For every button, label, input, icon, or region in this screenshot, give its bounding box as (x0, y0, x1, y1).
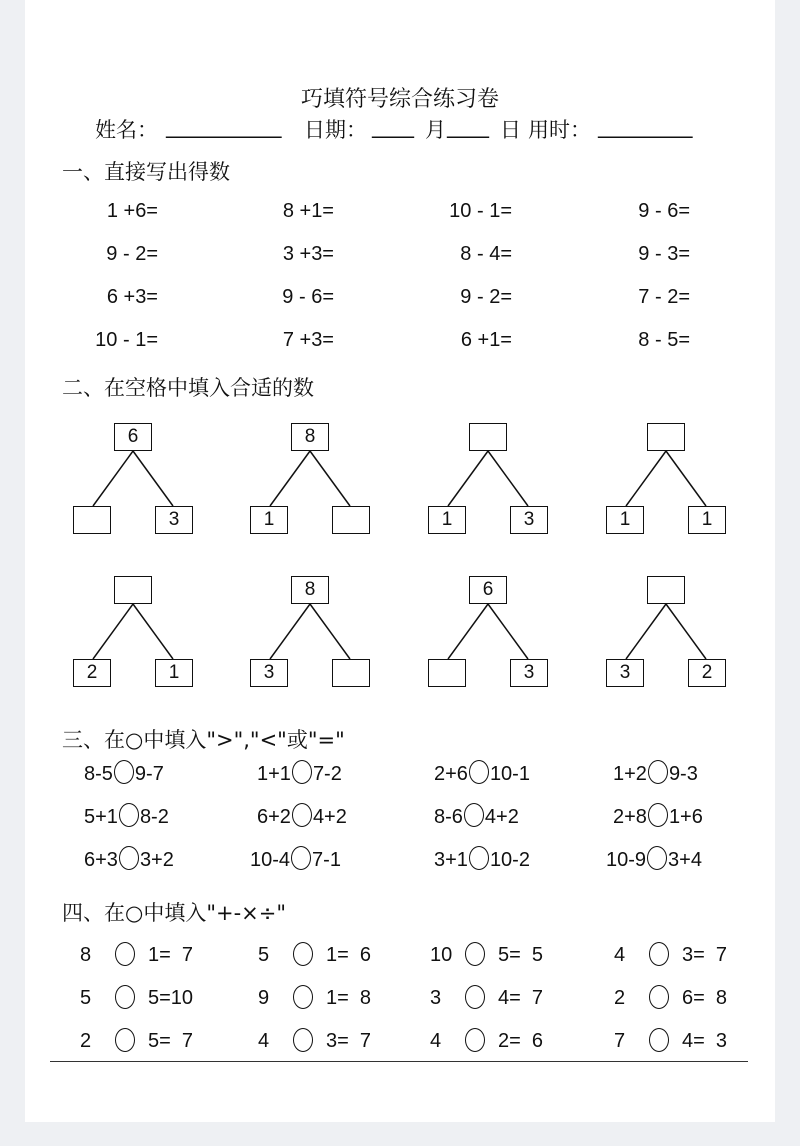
number-bond-tree (428, 423, 548, 535)
left-expression: 6+2 (257, 806, 291, 828)
operator-circle-icon[interactable] (649, 985, 669, 1009)
bond-left-box: 3 (606, 659, 644, 687)
right-expression: 10-2 (489, 849, 530, 871)
equation-rest: 1= 8 (326, 987, 372, 1009)
day-field[interactable]: ____ (447, 114, 489, 138)
answer-circle-icon[interactable] (119, 803, 139, 827)
right-expression: 8-2 (139, 806, 169, 828)
bond-total-box[interactable] (469, 423, 507, 451)
bond-left-box: 3 (250, 659, 288, 687)
arithmetic-problem: 7 - 2= (638, 286, 690, 308)
time-field[interactable]: _________ (598, 114, 693, 138)
arithmetic-problem: 1 +6= (106, 200, 158, 222)
right-expression: 4+2 (312, 806, 347, 828)
bond-total-box: 8 (291, 423, 329, 451)
operand: 7 (614, 1030, 626, 1052)
right-expression: 9-7 (134, 763, 164, 785)
operator-circle-icon[interactable] (649, 1028, 669, 1052)
operand: 5 (258, 944, 270, 966)
comparison-problem (84, 846, 174, 872)
equation-rest: 3= 7 (682, 944, 728, 966)
answer-circle-icon[interactable] (291, 846, 311, 870)
equation-rest: 2= 6 (498, 1030, 544, 1052)
right-expression: 7-2 (312, 763, 342, 785)
month-field[interactable]: ____ (372, 114, 414, 138)
arithmetic-problem: 9 - 6= (638, 200, 690, 222)
equation-rest: 1= 7 (148, 944, 194, 966)
arithmetic-problem: 9 - 2= (460, 286, 512, 308)
operator-circle-icon[interactable] (649, 942, 669, 966)
comparison-problem (84, 760, 164, 786)
right-expression: 10-1 (489, 763, 530, 785)
operator-circle-icon[interactable] (115, 1028, 135, 1052)
equation-rest: 6= 8 (682, 987, 728, 1009)
left-expression: 6+3 (84, 849, 118, 871)
bond-left-box[interactable] (73, 506, 111, 534)
arithmetic-problem: 8 - 5= (638, 329, 690, 351)
bond-right-box: 3 (510, 506, 548, 534)
comparison-problem (257, 760, 342, 786)
left-expression: 1+2 (613, 763, 647, 785)
time-label: 用时： (528, 118, 591, 142)
equation-rest: 4= 7 (498, 987, 544, 1009)
comparison-problem (84, 803, 169, 829)
answer-circle-icon[interactable] (292, 803, 312, 827)
bond-total-box[interactable] (647, 576, 685, 604)
month-label: 月 (425, 118, 446, 142)
section2-heading: 二、在空格中填入合适的数 (62, 376, 314, 400)
operator-circle-icon[interactable] (465, 985, 485, 1009)
right-expression: 1+6 (668, 806, 703, 828)
bond-right-box[interactable] (332, 659, 370, 687)
arithmetic-problem: 9 - 6= (282, 286, 334, 308)
bond-right-box: 3 (155, 506, 193, 534)
operand: 4 (258, 1030, 270, 1052)
bond-right-box: 3 (510, 659, 548, 687)
bond-right-box: 1 (688, 506, 726, 534)
answer-circle-icon[interactable] (464, 803, 484, 827)
bond-left-box[interactable] (428, 659, 466, 687)
bond-total-box[interactable] (647, 423, 685, 451)
operand: 10 (430, 944, 453, 966)
equation-rest: 5=10 (148, 987, 194, 1009)
right-expression: 4+2 (484, 806, 519, 828)
right-expression: 3+4 (668, 849, 702, 871)
name-field[interactable]: ___________ (166, 114, 282, 138)
left-expression: 1+1 (257, 763, 291, 785)
answer-circle-icon[interactable] (119, 846, 139, 870)
arithmetic-problem: 7 +3= (282, 329, 334, 351)
section3-heading: 三、在○中填入">","<"或"=" (62, 728, 345, 752)
operand: 2 (614, 987, 626, 1009)
name-label: 姓名： (95, 118, 158, 142)
comparison-problem (613, 760, 698, 786)
bond-total-box: 6 (469, 576, 507, 604)
answer-circle-icon[interactable] (648, 803, 668, 827)
comparison-problem (434, 846, 530, 872)
section4-heading: 四、在○中填入"+-×÷" (62, 901, 287, 925)
operator-circle-icon[interactable] (115, 942, 135, 966)
comparison-problem (606, 846, 702, 872)
arithmetic-problem: 3 +3= (282, 243, 334, 265)
comparison-problem (250, 846, 341, 872)
number-bond-tree (73, 423, 193, 535)
worksheet-title: 巧填符号综合练习卷 (300, 87, 499, 112)
comparison-problem (257, 803, 347, 829)
operator-circle-icon[interactable] (465, 942, 485, 966)
left-expression: 10-9 (606, 849, 647, 871)
bond-total-box[interactable] (114, 576, 152, 604)
bond-left-box: 1 (606, 506, 644, 534)
operand: 2 (80, 1030, 92, 1052)
operand: 5 (80, 987, 92, 1009)
equation-rest: 4= 3 (682, 1030, 728, 1052)
arithmetic-problem: 9 - 2= (106, 243, 158, 265)
equation-rest: 5= 5 (498, 944, 544, 966)
answer-circle-icon[interactable] (648, 760, 668, 784)
left-expression: 10-4 (250, 849, 291, 871)
right-expression: 9-3 (668, 763, 698, 785)
arithmetic-problem: 8 - 4= (460, 243, 512, 265)
right-expression: 3+2 (139, 849, 174, 871)
arithmetic-problem: 10 - 1= (449, 200, 512, 222)
answer-circle-icon[interactable] (469, 760, 489, 784)
arithmetic-problem: 9 - 3= (638, 243, 690, 265)
arithmetic-problem: 6 +3= (106, 286, 158, 308)
number-bond-tree (250, 423, 370, 535)
arithmetic-problem: 6 +1= (460, 329, 512, 351)
operand: 4 (430, 1030, 442, 1052)
bond-left-box: 2 (73, 659, 111, 687)
bond-right-box: 2 (688, 659, 726, 687)
number-bond-tree (606, 576, 726, 688)
operator-circle-icon[interactable] (465, 1028, 485, 1052)
arithmetic-problem: 10 - 1= (95, 329, 158, 351)
operator-circle-icon[interactable] (115, 985, 135, 1009)
answer-circle-icon[interactable] (469, 846, 489, 870)
right-expression: 7-1 (312, 849, 341, 871)
operand: 4 (614, 944, 626, 966)
bond-total-box: 6 (114, 423, 152, 451)
left-expression: 2+6 (434, 763, 468, 785)
number-bond-tree (606, 423, 726, 535)
answer-circle-icon[interactable] (114, 760, 134, 784)
operand: 3 (430, 987, 442, 1009)
operator-circle-icon[interactable] (293, 942, 313, 966)
bottom-divider (50, 1061, 748, 1062)
bond-left-box: 1 (250, 506, 288, 534)
left-expression: 3+1 (434, 849, 468, 871)
comparison-problem (434, 760, 530, 786)
answer-circle-icon[interactable] (647, 846, 667, 870)
number-bond-tree (428, 576, 548, 688)
date-label: 日期： (304, 118, 367, 142)
arithmetic-problem: 8 +1= (282, 200, 334, 222)
left-expression: 8-6 (434, 806, 463, 828)
left-expression: 8-5 (84, 763, 113, 785)
number-bond-tree (73, 576, 193, 688)
left-expression: 5+1 (84, 806, 118, 828)
left-expression: 2+8 (613, 806, 647, 828)
equation-rest: 5= 7 (148, 1030, 194, 1052)
equation-rest: 3= 7 (326, 1030, 372, 1052)
operand: 9 (258, 987, 270, 1009)
comparison-problem (613, 803, 703, 829)
bond-right-box: 1 (155, 659, 193, 687)
day-label: 日 (500, 118, 521, 142)
operator-circle-icon[interactable] (293, 985, 313, 1009)
section1-heading: 一、直接写出得数 (62, 160, 230, 184)
equation-rest: 1= 6 (326, 944, 372, 966)
bond-left-box: 1 (428, 506, 466, 534)
operand: 8 (80, 944, 92, 966)
answer-circle-icon[interactable] (292, 760, 312, 784)
comparison-problem (434, 803, 519, 829)
bond-total-box: 8 (291, 576, 329, 604)
operator-circle-icon[interactable] (293, 1028, 313, 1052)
number-bond-tree (250, 576, 370, 688)
bond-right-box[interactable] (332, 506, 370, 534)
